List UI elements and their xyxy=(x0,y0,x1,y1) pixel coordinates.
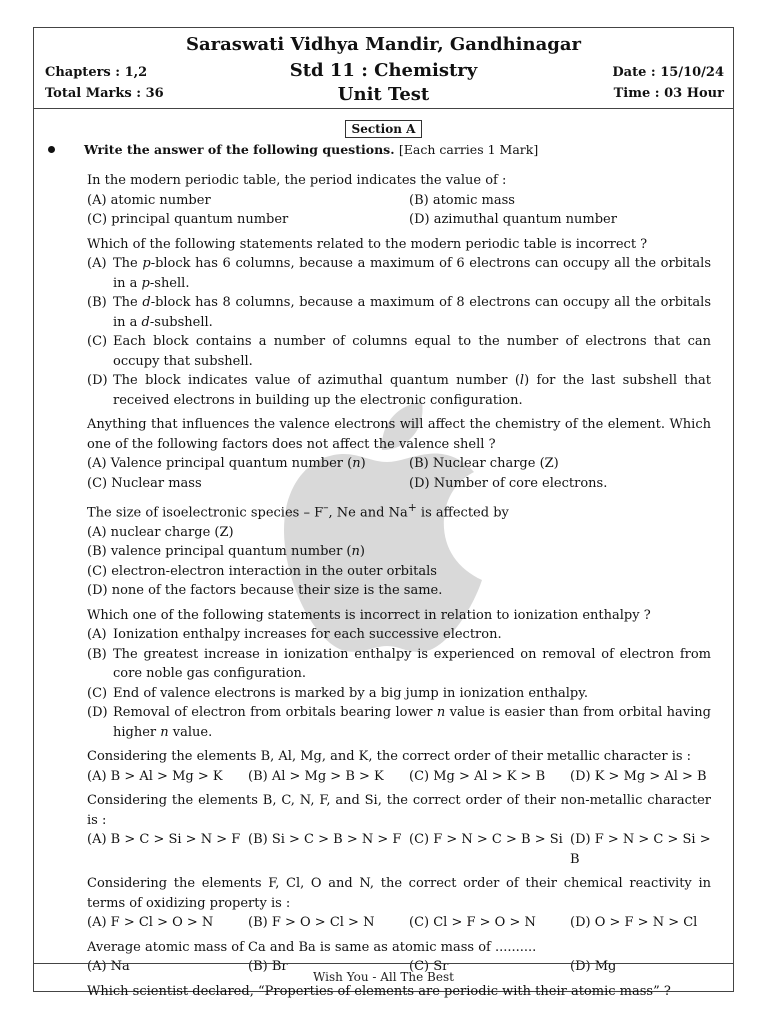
option-text: ) xyxy=(360,456,366,471)
option-a: (A) B > C > Si > N > F xyxy=(87,832,241,848)
option-italic: n xyxy=(436,705,446,721)
superscript: – xyxy=(323,501,329,514)
option-italic: d xyxy=(142,295,151,310)
option-c: (C) Cl > F > O > N xyxy=(409,915,536,931)
option-b: (B) Nuclear charge (Z) xyxy=(409,456,559,471)
time: Time : 03 Hour xyxy=(613,86,724,101)
option-text: value. xyxy=(168,724,213,740)
question-text-part: , Ne and Na xyxy=(328,505,408,521)
option-text: -subshell. xyxy=(149,314,213,330)
option-text: Removal of electron from orbitals bearing lower xyxy=(113,705,437,721)
option-text: value is easier than from orbital having higher xyxy=(113,705,711,740)
question-6 xyxy=(87,747,711,786)
option-a xyxy=(87,254,711,293)
question-text: Which scientist declared, “Properties of elements are periodic with their atomic mass” ? xyxy=(87,983,671,999)
option-d: (D) K > Mg > Al > B xyxy=(570,768,707,784)
chapters: Chapters : 1,2 xyxy=(45,65,148,80)
option-a: (A) B > Al > Mg > K xyxy=(87,768,223,784)
option-b: (B) Al > Mg > B > K xyxy=(248,768,384,784)
option-label: (D) xyxy=(87,705,108,721)
option-label: (C) xyxy=(87,334,108,349)
option-d: (D) O > F > N > Cl xyxy=(570,915,698,931)
questions xyxy=(87,171,711,1006)
option-text: (A) Valence principal quantum number ( xyxy=(87,456,353,471)
option-label: (B) xyxy=(87,295,107,310)
header xyxy=(34,28,733,109)
option-c xyxy=(87,332,711,371)
option-label: (B) xyxy=(87,646,107,662)
option-text: End of valence electrons is marked by a big jump in ionization enthalpy. xyxy=(113,685,588,701)
standard-subject: Std 11 : Chemistry xyxy=(289,60,478,81)
question-text-part: is affected by xyxy=(416,505,509,521)
option-text: The block indicates value of azimuthal quantum number ( xyxy=(113,373,520,388)
option-d: (D) F > N > C > Si > B xyxy=(570,832,711,867)
question-text: In the modern periodic table, the period indicates the value of : xyxy=(87,173,507,188)
question-text: Anything that influences the valence electrons will affect the chemistry of the element. Which one of the following factors does not affect the valence shell ? xyxy=(87,417,711,452)
section-label: Section A xyxy=(345,120,423,138)
option-b xyxy=(87,542,711,562)
instruction xyxy=(84,142,538,157)
bullet-icon xyxy=(48,146,55,153)
option-italic: l xyxy=(519,373,525,388)
page-frame xyxy=(33,27,734,999)
option-a xyxy=(87,625,711,645)
option-italic: p xyxy=(142,256,151,271)
option-d: (D) Mg xyxy=(570,959,617,975)
option-a: (A) nuclear charge (Z) xyxy=(87,524,234,540)
question-text: Average atomic mass of Ca and Ba is same as atomic mass of .......... xyxy=(87,939,537,955)
option-c: (C) Mg > Al > K > B xyxy=(409,768,546,784)
option-italic: p xyxy=(141,275,150,291)
question-text: Considering the elements B, C, N, F, and Si, the correct order of their non-metallic character is : xyxy=(87,793,711,828)
question-text: Considering the elements B, Al, Mg, and K, the correct order of their metallic character is : xyxy=(87,749,692,765)
option-text: The greatest increase in ionization enthalpy is experienced on removal of electron from core noble gas configuration. xyxy=(113,646,711,682)
option-c: (C) Nuclear mass xyxy=(87,475,202,491)
superscript: + xyxy=(407,501,417,514)
option-c: (C) F > N > C > B > Si xyxy=(409,832,563,848)
option-label: (A) xyxy=(87,256,107,271)
option-c xyxy=(87,684,711,704)
option-a: (A) Na xyxy=(87,959,130,975)
option-b xyxy=(87,645,711,684)
question-3 xyxy=(87,415,711,493)
option-a xyxy=(87,454,409,474)
option-d xyxy=(87,371,711,410)
instruction-text: Write the answer of the following questions. xyxy=(84,142,395,157)
question-5 xyxy=(87,606,711,743)
option-b: (B) F > O > Cl > N xyxy=(248,915,375,931)
question-4 xyxy=(87,498,711,601)
option-text: The xyxy=(113,256,143,271)
option-text: -block has 8 columns, because a maximum of 8 electrons can occupy all the orbitals in a xyxy=(113,295,711,330)
option-text: Ionization enthalpy increases for each successive electron. xyxy=(113,627,502,643)
date: Date : 15/10/24 xyxy=(612,65,724,80)
option-text: ) for the last subshell that received electrons in building up the electronic configuration. xyxy=(113,373,711,408)
question-1 xyxy=(87,171,711,230)
total-marks: Total Marks : 36 xyxy=(45,86,164,101)
option-d: (D) Number of core electrons. xyxy=(409,475,608,491)
test-name: Unit Test xyxy=(337,84,430,105)
option-b: (B) atomic mass xyxy=(409,192,515,208)
option-d xyxy=(87,703,711,742)
option-b xyxy=(87,293,711,332)
option-italic: n xyxy=(160,724,169,740)
option-d: (D) none of the factors because their size is the same. xyxy=(87,583,443,599)
option-italic: n xyxy=(351,544,360,560)
question-text: Which one of the following statements is incorrect in relation to ionization enthalpy ? xyxy=(87,607,651,623)
instruction-note: [Each carries 1 Mark] xyxy=(398,142,539,157)
option-a: (A) F > Cl > O > N xyxy=(87,915,214,931)
option-c: (C) principal quantum number xyxy=(87,212,289,227)
option-text: Each block contains a number of columns equal to the number of electrons that can occupy that subshell. xyxy=(113,334,711,369)
question-text: Considering the elements F, Cl, O and N, the correct order of their chemical reactivity in terms of oxidizing property is : xyxy=(87,876,711,911)
option-b: (B) Br xyxy=(248,959,288,975)
question-8 xyxy=(87,874,711,933)
question-text-part: The size of isoelectronic species – F xyxy=(87,505,324,521)
question-7 xyxy=(87,791,711,869)
option-text: -shell. xyxy=(149,275,190,291)
option-italic: n xyxy=(352,456,361,471)
option-text: -block has 6 columns, because a maximum of 6 electrons can occupy all the orbitals in a xyxy=(113,256,711,291)
section-heading xyxy=(34,118,733,138)
option-label: (D) xyxy=(87,373,108,388)
option-label: (A) xyxy=(87,627,107,643)
option-label: (C) xyxy=(87,685,108,701)
option-c: (C) Sr xyxy=(409,959,449,975)
footer: Wish You - All The Best xyxy=(34,963,733,991)
question-2 xyxy=(87,235,711,411)
option-a: (A) atomic number xyxy=(87,192,211,208)
option-c: (C) electron-electron interaction in the outer orbitals xyxy=(87,563,437,579)
school-name: Saraswati Vidhya Mandir, Gandhinagar xyxy=(186,34,581,55)
option-italic: d xyxy=(141,314,150,330)
option-b: (B) Si > C > B > N > F xyxy=(248,832,402,848)
option-text: ) xyxy=(359,544,365,560)
question-text: Which of the following statements related to the modern periodic table is incorrect ? xyxy=(87,236,648,252)
option-d: (D) azimuthal quantum number xyxy=(409,212,617,227)
option-text: The xyxy=(113,295,143,310)
question-text xyxy=(87,498,711,523)
option-text: (B) valence principal quantum number ( xyxy=(87,544,352,560)
